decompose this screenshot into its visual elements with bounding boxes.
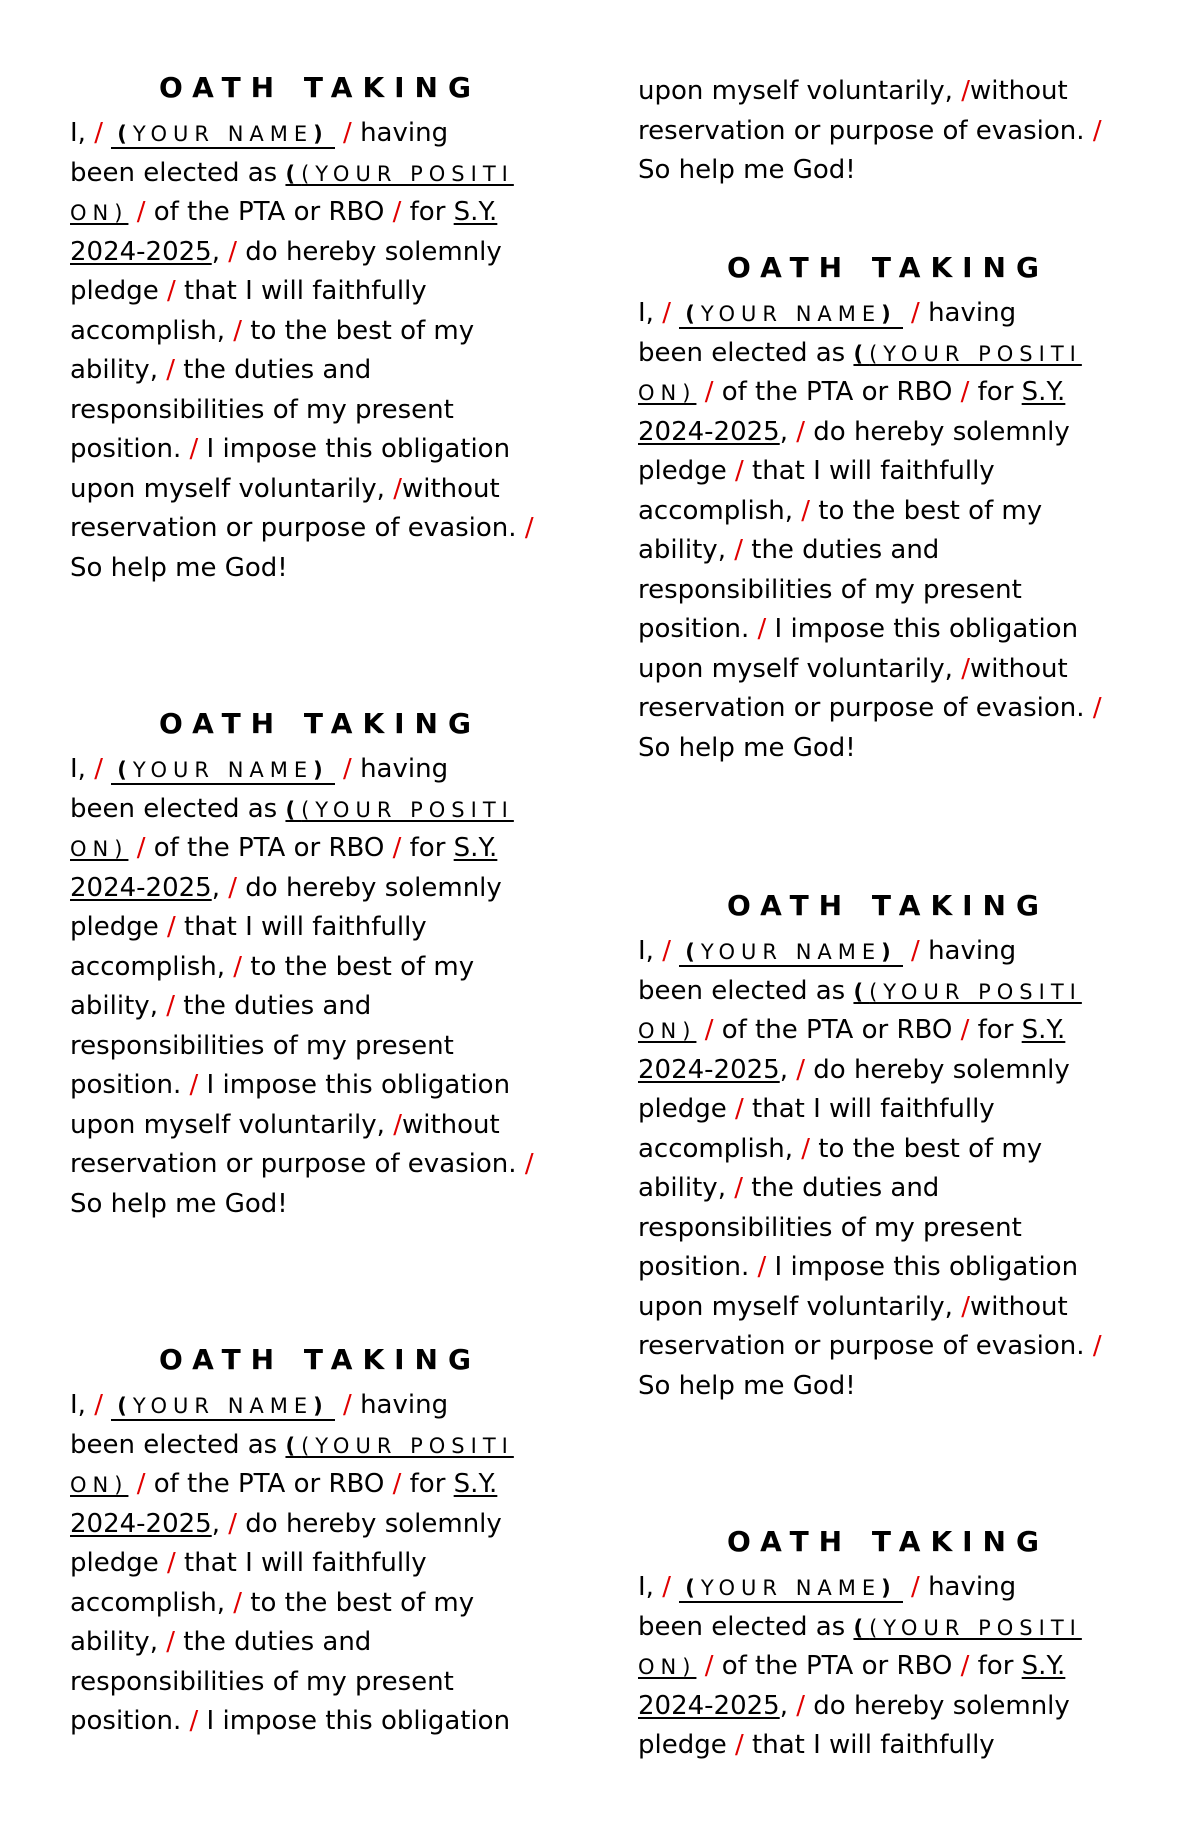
name-blank: (YOUR NAME) [679, 1575, 903, 1603]
school-year-value: 2024-2025 [70, 872, 212, 903]
oath-title: OATH TAKING [727, 1525, 1049, 1558]
name-blank: (YOUR NAME) [679, 301, 903, 329]
school-year-value: 2024-2025 [638, 416, 780, 447]
oath-line-3: ON) / of the PTA or RBO / for S.Y. [70, 833, 498, 863]
oath-line-2: been elected as ((YOUR POSITI [638, 975, 1082, 1006]
oath-line-5: pledge / that I will faithfully [638, 456, 995, 486]
oath-line-7: ability, / the duties and [638, 535, 940, 565]
oath-line-6: accomplish, / to the best of my [638, 495, 1043, 526]
oath-line-4: 2024-2025, / do hereby solemnly [638, 1690, 1070, 1721]
oath-block-1 [70, 68, 570, 588]
school-year-label: S.Y. [453, 197, 498, 227]
oath-line-10: upon myself voluntarily, /without [70, 1109, 500, 1140]
oath-line-4: 2024-2025, / do hereby solemnly [70, 1508, 502, 1539]
oath-line-1: I, / (YOUR NAME) / having [70, 1390, 449, 1420]
oath-line-8: responsibilities of my present [638, 1212, 1022, 1243]
school-year-value: 2024-2025 [638, 1054, 780, 1085]
oath-title: OATH TAKING [159, 1343, 481, 1376]
oath-line-9: position. / I impose this obligation [70, 1070, 511, 1100]
oath-title: OATH TAKING [159, 707, 481, 740]
oath-line-11: reservation or purpose of evasion. / [638, 1331, 1102, 1361]
school-year-label: S.Y. [453, 833, 498, 863]
oath-line-3: ON) / of the PTA or RBO / for S.Y. [70, 197, 498, 227]
school-year-label: S.Y. [1021, 1651, 1066, 1681]
position-blank: ((YOUR POSITI [853, 979, 1082, 1004]
oath-line-12: So help me God! [638, 1370, 856, 1401]
oath-block-5 [638, 886, 1138, 1406]
oath-line-10: upon myself voluntarily, /without [638, 1291, 1068, 1322]
oath-line-4: 2024-2025, / do hereby solemnly [638, 416, 1070, 447]
oath-title: OATH TAKING [727, 889, 1049, 922]
oath-line-11: reservation or purpose of evasion. / [638, 693, 1102, 723]
pause-slash: / [662, 298, 671, 328]
oath-line-6: accomplish, / to the best of my [70, 315, 475, 346]
school-year-label: S.Y. [1021, 377, 1066, 407]
oath-line-4: 2024-2025, / do hereby solemnly [638, 1054, 1070, 1085]
oath-line-3: ON) / of the PTA or RBO / for S.Y. [70, 1469, 498, 1499]
school-year-value: 2024-2025 [70, 1508, 212, 1539]
name-blank: (YOUR NAME) [111, 757, 335, 785]
oath-block-continuation [638, 72, 1138, 191]
oath-line-9: position. / I impose this obligation [70, 434, 511, 464]
oath-line-6: accomplish, / to the best of my [70, 951, 475, 982]
oath-line-12: So help me God! [70, 1188, 288, 1219]
oath-line-3: ON) / of the PTA or RBO / for S.Y. [638, 1651, 1066, 1681]
pause-slash: / [662, 1572, 671, 1602]
school-year-label: S.Y. [1021, 1015, 1066, 1045]
position-blank-cont: ON) [70, 837, 129, 861]
oath-line-7: ability, / the duties and [70, 1627, 372, 1657]
position-blank: ((YOUR POSITI [285, 797, 514, 822]
oath-line-7: ability, / the duties and [70, 355, 372, 385]
oath-title: OATH TAKING [159, 71, 481, 104]
position-blank: ((YOUR POSITI [285, 1433, 514, 1458]
oath-block-3 [70, 1340, 570, 1742]
position-blank-cont: ON) [638, 1655, 697, 1679]
oath-block-4 [638, 248, 1138, 768]
oath-line-7: ability, / the duties and [70, 991, 372, 1021]
name-blank: (YOUR NAME) [679, 939, 903, 967]
oath-line-8: responsibilities of my present [70, 1030, 454, 1061]
oath-line-1: I, / (YOUR NAME) / having [638, 936, 1017, 966]
oath-line-9: position. / I impose this obligation [70, 1706, 511, 1736]
oath-line-10: upon myself voluntarily, /without [70, 473, 500, 504]
oath-block-2 [70, 704, 570, 1224]
oath-line-12: So help me God! [638, 155, 856, 185]
oath-line-2: been elected as ((YOUR POSITI [70, 793, 514, 824]
position-blank-cont: ON) [638, 1019, 697, 1043]
oath-line-6: accomplish, / to the best of my [70, 1587, 475, 1618]
oath-line-5: pledge / that I will faithfully [70, 276, 427, 306]
position-blank: ((YOUR POSITI [285, 161, 514, 186]
position-blank-cont: ON) [70, 1473, 129, 1497]
oath-line-1: I, / (YOUR NAME) / having [638, 1572, 1017, 1602]
pause-slash: / [94, 118, 103, 148]
oath-line-2: been elected as ((YOUR POSITI [638, 1611, 1082, 1642]
position-blank-cont: ON) [638, 381, 697, 405]
oath-line-11: reservation or purpose of evasion. / [638, 115, 1102, 146]
oath-line-6: accomplish, / to the best of my [638, 1133, 1043, 1164]
pause-slash: / [94, 754, 103, 784]
name-blank: (YOUR NAME) [111, 1393, 335, 1421]
oath-line-5: pledge / that I will faithfully [638, 1094, 995, 1124]
school-year-label: S.Y. [453, 1469, 498, 1499]
school-year-value: 2024-2025 [70, 236, 212, 267]
oath-line-12: So help me God! [70, 552, 288, 583]
oath-line-2: been elected as ((YOUR POSITI [638, 337, 1082, 368]
oath-line-1: I, / (YOUR NAME) / having [70, 118, 449, 148]
oath-line-10: upon myself voluntarily, /without [638, 76, 1068, 106]
pause-slash: / [94, 1390, 103, 1420]
oath-line-10: upon myself voluntarily, /without [638, 653, 1068, 684]
oath-title: OATH TAKING [727, 251, 1049, 284]
oath-line-8: responsibilities of my present [70, 394, 454, 425]
oath-line-4: 2024-2025, / do hereby solemnly [70, 872, 502, 903]
oath-line-5: pledge / that I will faithfully [638, 1730, 995, 1760]
position-blank: ((YOUR POSITI [853, 341, 1082, 366]
oath-line-7: ability, / the duties and [638, 1173, 940, 1203]
oath-line-11: reservation or purpose of evasion. / [70, 513, 534, 543]
oath-line-2: been elected as ((YOUR POSITI [70, 157, 514, 188]
oath-line-9: position. / I impose this obligation [638, 1252, 1079, 1282]
oath-line-11: reservation or purpose of evasion. / [70, 1149, 534, 1179]
position-blank: ((YOUR POSITI [853, 1615, 1082, 1640]
oath-block-6 [638, 1522, 1138, 1766]
oath-line-2: been elected as ((YOUR POSITI [70, 1429, 514, 1460]
school-year-value: 2024-2025 [638, 1690, 780, 1721]
oath-line-4: 2024-2025, / do hereby solemnly [70, 236, 502, 267]
oath-line-1: I, / (YOUR NAME) / having [70, 754, 449, 784]
oath-line-5: pledge / that I will faithfully [70, 912, 427, 942]
oath-line-3: ON) / of the PTA or RBO / for S.Y. [638, 377, 1066, 407]
name-blank: (YOUR NAME) [111, 121, 335, 149]
oath-line-3: ON) / of the PTA or RBO / for S.Y. [638, 1015, 1066, 1045]
oath-line-8: responsibilities of my present [638, 574, 1022, 605]
oath-line-5: pledge / that I will faithfully [70, 1548, 427, 1578]
oath-line-1: I, / (YOUR NAME) / having [638, 298, 1017, 328]
oath-line-9: position. / I impose this obligation [638, 614, 1079, 644]
oath-line-12: So help me God! [638, 732, 856, 763]
pause-slash: / [662, 936, 671, 966]
oath-line-8: responsibilities of my present [70, 1666, 454, 1697]
position-blank-cont: ON) [70, 201, 129, 225]
